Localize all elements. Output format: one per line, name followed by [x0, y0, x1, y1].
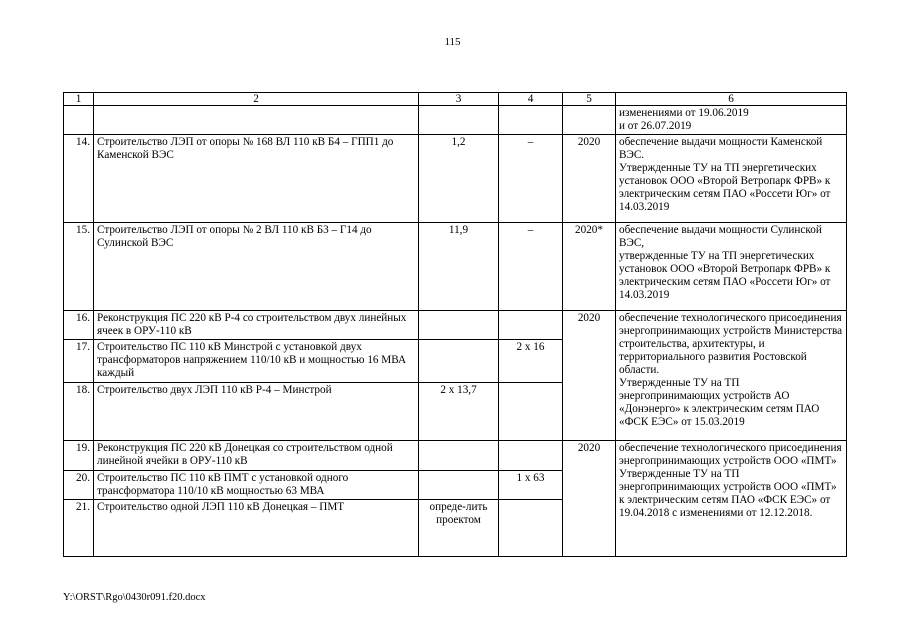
- table-row: [64, 441, 847, 471]
- transformer-power: [499, 441, 563, 471]
- empty-cell: [64, 106, 94, 135]
- row-number: 20.: [64, 471, 94, 500]
- project-name: Строительство ПС 110 кВ Минстрой с установкой двух трансформаторов напряжением 110/10 кВ и мощностью 16 МВА каждый: [94, 340, 419, 383]
- row-number: 14.: [64, 135, 94, 223]
- empty-cell: [563, 106, 616, 135]
- continuation-note: изменениями от 19.06.2019 и от 26.07.2019: [616, 106, 847, 135]
- completion-year: 2020*: [563, 223, 616, 311]
- project-name: Строительство ЛЭП от опоры № 2 ВЛ 110 кВ Б3 – Г14 до Сулинской ВЭС: [94, 223, 419, 311]
- transformer-power: [499, 500, 563, 557]
- file-path-footer: Y:\ORST\Rgo\0430r091.f20.docx: [63, 592, 206, 603]
- line-length: [419, 311, 499, 340]
- line-length: 11,9: [419, 223, 499, 311]
- continuation-row: [64, 106, 847, 135]
- justification-note: обеспечение технологического присоединения энергопринимающих устройств Министерства строительства, архитектуры, и территориального развития Ростовской области. Утвержденные ТУ на ТП энергопринимающих устройств АО «Донэнерго» к электрическим сетям ПАО «ФСК ЕЭС» от 15.03.2019: [616, 311, 847, 441]
- completion-year: 2020: [563, 311, 616, 441]
- justification-note: обеспечение технологического присоединения энергопринимающих устройств ООО «ПМТ» Утвержденные ТУ на ТП энергопринимающих устройств ООО «ПМТ» к электрическим сетям ПАО «ФСК ЕЭС» от 19.04.2018 с изменениями от 12.12.2018.: [616, 441, 847, 557]
- justification-note: обеспечение выдачи мощности Сулинской ВЭС, утвержденные ТУ на ТП энергетических установок ООО «Второй Ветропарк ФРВ» к электрическим сетям ПАО «Россети Юг» от 14.03.2019: [616, 223, 847, 311]
- row-number: 17.: [64, 340, 94, 383]
- transformer-power: 1 х 63: [499, 471, 563, 500]
- line-length: 1,2: [419, 135, 499, 223]
- justification-note: обеспечение выдачи мощности Каменской ВЭС. Утвержденные ТУ на ТП энергетических установок ООО «Второй Ветропарк ФРВ» к электрическим сетям ПАО «Россети Юг» от 14.03.2019: [616, 135, 847, 223]
- transformer-power: [499, 383, 563, 441]
- projects-table: [63, 92, 847, 557]
- project-name: Реконструкция ПС 220 кВ Р-4 со строительством двух линейных ячеек в ОРУ-110 кВ: [94, 311, 419, 340]
- table-row: [64, 311, 847, 340]
- row-number: 18.: [64, 383, 94, 441]
- line-length: [419, 471, 499, 500]
- column-number-header: 1: [64, 93, 94, 106]
- line-length: [419, 441, 499, 471]
- transformer-power: [499, 311, 563, 340]
- completion-year: 2020: [563, 441, 616, 557]
- project-name: Реконструкция ПС 220 кВ Донецкая со строительством одной линейной ячейки в ОРУ-110 кВ: [94, 441, 419, 471]
- row-number: 19.: [64, 441, 94, 471]
- column-number-header: 4: [499, 93, 563, 106]
- column-number-header: 2: [94, 93, 419, 106]
- column-number-header: 5: [563, 93, 616, 106]
- row-number: 15.: [64, 223, 94, 311]
- column-number-header: 3: [419, 93, 499, 106]
- empty-cell: [419, 106, 499, 135]
- row-number: 21.: [64, 500, 94, 557]
- transformer-power: 2 х 16: [499, 340, 563, 383]
- project-name: Строительство ПС 110 кВ ПМТ с установкой одного трансформатора 110/10 кВ мощностью 63 МВА: [94, 471, 419, 500]
- empty-cell: [94, 106, 419, 135]
- line-length: опреде-лить проектом: [419, 500, 499, 557]
- column-number-header: 6: [616, 93, 847, 106]
- table-row: [64, 135, 847, 223]
- empty-cell: [499, 106, 563, 135]
- transformer-power: –: [499, 223, 563, 311]
- line-length: [419, 340, 499, 383]
- completion-year: 2020: [563, 135, 616, 223]
- transformer-power: –: [499, 135, 563, 223]
- page-number: 115: [444, 36, 461, 48]
- table-row: [64, 223, 847, 311]
- project-name: Строительство двух ЛЭП 110 кВ Р-4 – Минстрой: [94, 383, 419, 441]
- project-name: Строительство одной ЛЭП 110 кВ Донецкая – ПМТ: [94, 500, 419, 557]
- column-number-row: [64, 93, 847, 106]
- line-length: 2 х 13,7: [419, 383, 499, 441]
- project-name: Строительство ЛЭП от опоры № 168 ВЛ 110 кВ Б4 – ГПП1 до Каменской ВЭС: [94, 135, 419, 223]
- row-number: 16.: [64, 311, 94, 340]
